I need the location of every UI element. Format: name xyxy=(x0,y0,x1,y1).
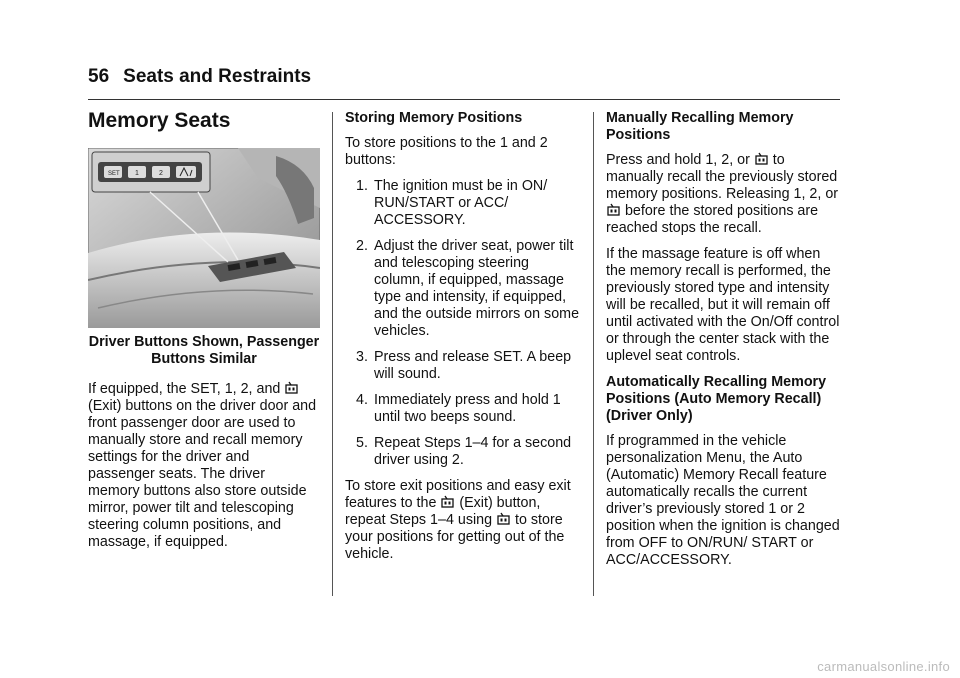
massage-recall-text: If the massage feature is off when the memory recall is performed, the previously stored type and intensity will be recalled, but it will remain off until activated with the On/Off control or through the center stack with the uplevel seat controls. xyxy=(606,246,840,364)
watermark: carmanualsonline.info xyxy=(817,659,950,674)
exit-positions-text: To store exit positions and easy exit features to the (Exit) button, repeat Steps 1–4 using to store your positions for getting out of the vehicle. xyxy=(345,478,571,562)
storing-heading: Storing Memory Positions xyxy=(345,110,523,126)
storing-steps xyxy=(345,178,581,469)
memory-seats-description: If equipped, the SET, 1, 2, and (Exit) buttons on the driver door and front passenger door are used to manually store and recall memory settings for the driver and passenger seats. The driver memory buttons also store outside mirror, power tilt and telescoping steering column positions, and massage, if equipped. xyxy=(88,381,317,550)
exit-button-icon xyxy=(755,152,768,165)
list-item: 1. The ignition must be in ON/ RUN/START or ACC/ ACCESSORY. xyxy=(356,178,548,228)
exit-button-icon xyxy=(497,512,510,525)
manual-recall-text: Press and hold 1, 2, or to manually recall the previously stored memory positions. Releasing 1, 2, or before the stored positions are reached stops the recall. xyxy=(606,152,839,236)
svg-text:SET: SET xyxy=(108,171,120,177)
list-item: 3. Press and release SET. A beep will sound. xyxy=(356,349,572,382)
column-2 xyxy=(345,110,581,572)
column-divider-2 xyxy=(593,112,594,596)
exit-button-icon xyxy=(285,381,298,394)
svg-text:1: 1 xyxy=(135,170,139,177)
column-divider-1 xyxy=(332,112,333,596)
column-1 xyxy=(88,108,320,560)
list-item: 2. Adjust the driver seat, power tilt and telescoping steering column, if equipped, massage type and intensity, if equipped, and the outside mirrors on some vehicles. xyxy=(356,238,580,339)
svg-text:2: 2 xyxy=(159,170,163,177)
header-rule xyxy=(88,99,840,100)
door-seat-memory-photo xyxy=(88,148,320,328)
storing-intro: To store positions to the 1 and 2 buttons: xyxy=(345,135,548,168)
exit-button-icon xyxy=(441,495,454,508)
list-item: 5. Repeat Steps 1–4 for a second driver using 2. xyxy=(356,435,572,468)
section-title: Memory Seats xyxy=(88,109,231,132)
manual-recall-heading: Manually Recalling Memory Positions xyxy=(606,110,794,143)
chapter-title: Seats and Restraints xyxy=(123,66,312,87)
column-3 xyxy=(606,110,841,578)
page-header xyxy=(88,66,840,88)
page-number: 56 xyxy=(88,66,110,87)
exit-button-icon xyxy=(607,203,620,216)
figure-caption: Driver Buttons Shown, Passenger Buttons Similar xyxy=(88,334,320,367)
auto-recall-heading: Automatically Recalling Memory Positions (Auto Memory Recall) (Driver Only) xyxy=(606,374,827,424)
list-item: 4. Immediately press and hold 1 until two beeps sound. xyxy=(356,392,561,425)
auto-recall-text: If programmed in the vehicle personalization Menu, the Auto (Automatic) Memory Recall feature automatically recalls the current driver’s previously stored 1 or 2 position when the ignition is changed from OFF to ON/RUN/ START or ACC/ACCESSORY. xyxy=(606,433,840,568)
